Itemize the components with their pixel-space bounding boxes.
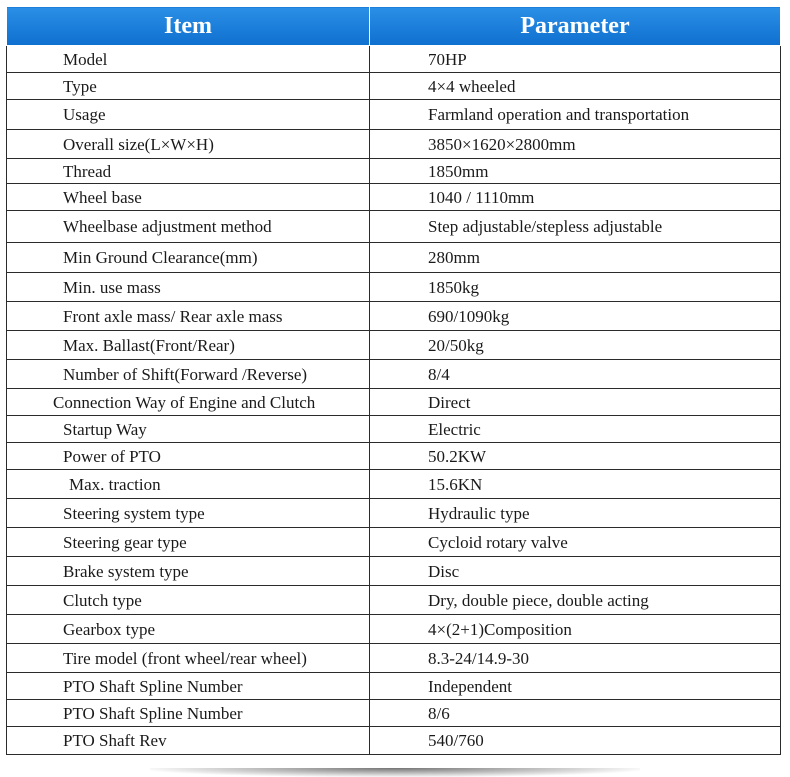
item-cell: Model (7, 46, 370, 73)
bottom-shadow (150, 768, 640, 777)
table-row (7, 727, 781, 755)
parameter-cell: Hydraulic type (370, 499, 781, 528)
table-row (7, 100, 781, 130)
table-row (7, 46, 781, 73)
parameter-cell: 8/4 (370, 360, 781, 389)
table-row (7, 470, 781, 499)
parameter-cell: 280mm (370, 243, 781, 273)
item-cell: Brake system type (7, 557, 370, 586)
parameter-cell: 8/6 (370, 700, 781, 727)
item-cell: Usage (7, 100, 370, 130)
item-cell: Overall size(L×W×H) (7, 130, 370, 159)
table-row (7, 130, 781, 159)
table-row (7, 443, 781, 470)
table-row (7, 416, 781, 443)
parameter-cell: 15.6KN (370, 470, 781, 499)
item-cell: Min Ground Clearance(mm) (7, 243, 370, 273)
item-cell: Connection Way of Engine and Clutch (7, 389, 370, 416)
header-row (7, 7, 781, 46)
item-cell: Front axle mass/ Rear axle mass (7, 302, 370, 331)
item-cell: Tire model (front wheel/rear wheel) (7, 644, 370, 673)
parameter-cell: 540/760 (370, 727, 781, 755)
parameter-cell: Disc (370, 557, 781, 586)
table-row (7, 211, 781, 243)
item-cell: Wheelbase adjustment method (7, 211, 370, 243)
item-cell: Min. use mass (7, 273, 370, 302)
table-row (7, 615, 781, 644)
parameter-cell: Independent (370, 673, 781, 700)
table-row (7, 243, 781, 273)
table-body (7, 46, 781, 755)
table-row (7, 528, 781, 557)
parameter-cell: 8.3-24/14.9-30 (370, 644, 781, 673)
table-row (7, 184, 781, 211)
item-cell: Gearbox type (7, 615, 370, 644)
parameter-cell: 50.2KW (370, 443, 781, 470)
table-row (7, 302, 781, 331)
table-row (7, 700, 781, 727)
parameter-cell: Cycloid rotary valve (370, 528, 781, 557)
item-cell: Startup Way (7, 416, 370, 443)
table-row (7, 73, 781, 100)
table-row (7, 673, 781, 700)
item-cell: Steering gear type (7, 528, 370, 557)
item-cell: PTO Shaft Spline Number (7, 700, 370, 727)
table-row (7, 360, 781, 389)
parameter-cell: 3850×1620×2800mm (370, 130, 781, 159)
parameter-cell: 20/50kg (370, 331, 781, 360)
item-cell: Steering system type (7, 499, 370, 528)
item-cell: Number of Shift(Forward /Reverse) (7, 360, 370, 389)
item-cell: Power of PTO (7, 443, 370, 470)
header-parameter: Parameter (370, 7, 781, 46)
parameter-cell: 690/1090kg (370, 302, 781, 331)
table-row (7, 389, 781, 416)
parameter-cell: 4×4 wheeled (370, 73, 781, 100)
parameter-cell: 1040 / 1110mm (370, 184, 781, 211)
parameter-cell: Direct (370, 389, 781, 416)
parameter-cell: Farmland operation and transportation (370, 100, 781, 130)
item-cell: Thread (7, 159, 370, 184)
parameter-cell: 1850kg (370, 273, 781, 302)
item-cell: Max. traction (7, 470, 370, 499)
parameter-cell: 70HP (370, 46, 781, 73)
parameter-cell: 4×(2+1)Composition (370, 615, 781, 644)
table-row (7, 557, 781, 586)
item-cell: Wheel base (7, 184, 370, 211)
item-cell: Max. Ballast(Front/Rear) (7, 331, 370, 360)
table-row (7, 159, 781, 184)
table-row (7, 499, 781, 528)
table-row (7, 644, 781, 673)
table-row (7, 586, 781, 615)
parameter-cell: 1850mm (370, 159, 781, 184)
item-cell: PTO Shaft Rev (7, 727, 370, 755)
item-cell: PTO Shaft Spline Number (7, 673, 370, 700)
table-row (7, 273, 781, 302)
header-item: Item (7, 7, 370, 46)
table-header (7, 7, 781, 46)
parameter-cell: Electric (370, 416, 781, 443)
spec-table (6, 6, 781, 755)
item-cell: Type (7, 73, 370, 100)
item-cell: Clutch type (7, 586, 370, 615)
parameter-cell: Dry, double piece, double acting (370, 586, 781, 615)
parameter-cell: Step adjustable/stepless adjustable (370, 211, 781, 243)
table-row (7, 331, 781, 360)
